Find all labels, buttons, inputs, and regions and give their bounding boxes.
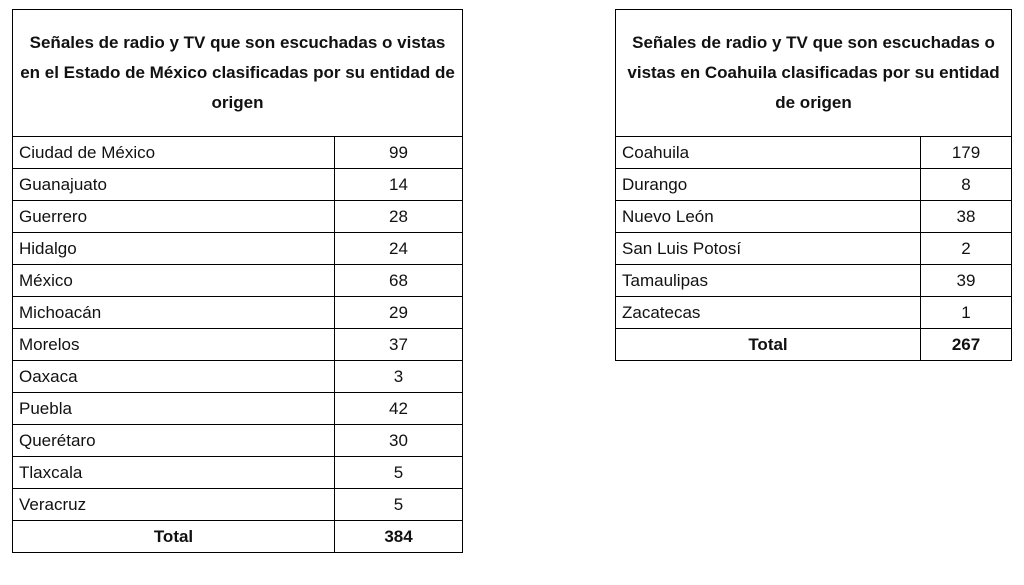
total-value: 267 [921, 329, 1012, 361]
table-row [13, 137, 463, 169]
count-cell: 14 [335, 169, 463, 201]
count-cell: 68 [335, 265, 463, 297]
entity-cell: Tlaxcala [13, 457, 335, 489]
total-label: Total [616, 329, 921, 361]
table-row [13, 329, 463, 361]
table-row [13, 393, 463, 425]
table-row [13, 297, 463, 329]
total-row [13, 521, 463, 553]
entity-cell: Nuevo León [616, 201, 921, 233]
count-cell: 37 [335, 329, 463, 361]
table-row [13, 489, 463, 521]
table-row [13, 425, 463, 457]
entity-cell: Querétaro [13, 425, 335, 457]
table-row [616, 265, 1012, 297]
entity-cell: Ciudad de México [13, 137, 335, 169]
table-row [616, 233, 1012, 265]
entity-cell: Puebla [13, 393, 335, 425]
entity-cell: Coahuila [616, 137, 921, 169]
entity-cell: Hidalgo [13, 233, 335, 265]
count-cell: 30 [335, 425, 463, 457]
table-row [616, 137, 1012, 169]
entity-cell: Guerrero [13, 201, 335, 233]
entity-cell: Oaxaca [13, 361, 335, 393]
total-row [616, 329, 1012, 361]
count-cell: 3 [335, 361, 463, 393]
count-cell: 8 [921, 169, 1012, 201]
entity-cell: Tamaulipas [616, 265, 921, 297]
entity-cell: México [13, 265, 335, 297]
count-cell: 2 [921, 233, 1012, 265]
table-row [13, 233, 463, 265]
coahuila-table [615, 9, 1012, 361]
table-header-row [616, 10, 1012, 137]
entity-cell: Durango [616, 169, 921, 201]
entity-cell: Veracruz [13, 489, 335, 521]
count-cell: 1 [921, 297, 1012, 329]
count-cell: 5 [335, 457, 463, 489]
table-title: Señales de radio y TV que son escuchadas o vistas en Coahuila clasificadas por su entidad de origen [616, 10, 1012, 137]
entity-cell: Morelos [13, 329, 335, 361]
entity-cell: Zacatecas [616, 297, 921, 329]
table-row [616, 297, 1012, 329]
table-row [13, 457, 463, 489]
table-row [616, 201, 1012, 233]
count-cell: 5 [335, 489, 463, 521]
estado-de-mexico-table [12, 9, 463, 553]
total-value: 384 [335, 521, 463, 553]
entity-cell: San Luis Potosí [616, 233, 921, 265]
table-row [616, 169, 1012, 201]
table-row [13, 201, 463, 233]
total-label: Total [13, 521, 335, 553]
count-cell: 179 [921, 137, 1012, 169]
table-row [13, 265, 463, 297]
count-cell: 39 [921, 265, 1012, 297]
entity-cell: Guanajuato [13, 169, 335, 201]
table-title: Señales de radio y TV que son escuchadas o vistas en el Estado de México clasificadas por su entidad de origen [13, 10, 463, 137]
count-cell: 99 [335, 137, 463, 169]
entity-cell: Michoacán [13, 297, 335, 329]
count-cell: 29 [335, 297, 463, 329]
table-header-row [13, 10, 463, 137]
count-cell: 42 [335, 393, 463, 425]
count-cell: 24 [335, 233, 463, 265]
table-row [13, 361, 463, 393]
count-cell: 38 [921, 201, 1012, 233]
table-row [13, 169, 463, 201]
count-cell: 28 [335, 201, 463, 233]
